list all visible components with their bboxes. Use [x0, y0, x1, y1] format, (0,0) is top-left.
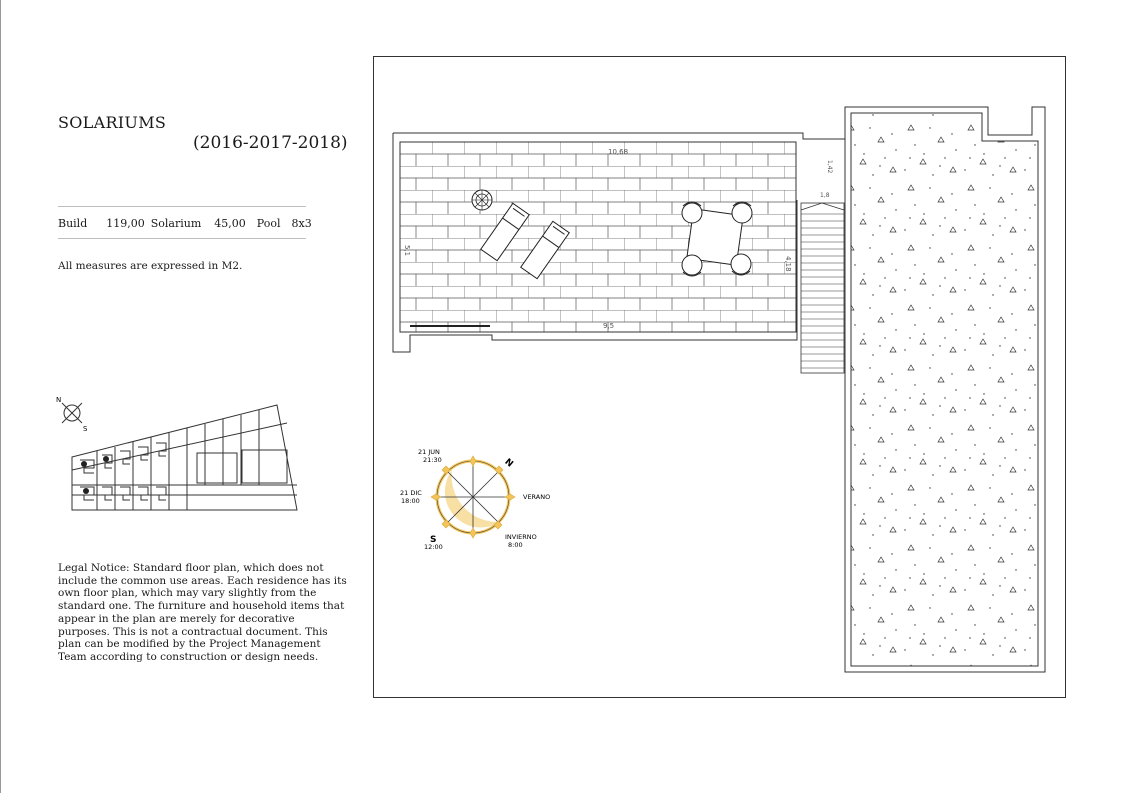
staircase — [801, 203, 844, 373]
divider-top — [58, 206, 306, 207]
dimension-top: 10,68 — [608, 148, 629, 156]
sun-winter-hour: 8:00 — [508, 541, 523, 549]
build-value: 119,00 — [106, 217, 145, 230]
dimension-bottom: 9,5 — [603, 322, 615, 330]
location-marker — [103, 456, 109, 462]
site-compass-icon — [56, 396, 88, 433]
sun-december-date: 21 DIC — [400, 489, 422, 497]
sun-summer-hour: 21:30 — [423, 456, 442, 464]
divider-bottom — [58, 238, 306, 239]
parasol-icon — [472, 190, 492, 210]
build-label: Build — [58, 217, 88, 230]
dimension-small-a: 1,42 — [826, 160, 833, 174]
sun-summer-date: 21 JUN — [418, 448, 440, 456]
solarium-label: Solarium — [150, 217, 202, 230]
legal-notice: Legal Notice: Standard floor plan, which does not include the common use areas. Each residence has its own floor plan, which may vary slightly from the standard one. The furniture and household items that appear in the plan are merely for decorative purposes. This is not a contractual document. This plan can be modified by the Project Management Team according to construction or design needs. — [58, 562, 347, 663]
sun-december-hour: 18:00 — [401, 497, 420, 505]
site-compass-s: S — [83, 425, 88, 433]
area-stats — [58, 217, 312, 230]
sun-north: N — [502, 457, 515, 470]
years-subtitle: (2016-2017-2018) — [193, 133, 348, 153]
solarium-floor-plan — [374, 57, 1065, 697]
sun-south: S — [430, 535, 437, 545]
dimension-left: 5,1 — [403, 245, 411, 257]
sun-summer-label: VERANO — [523, 493, 551, 501]
sun-winter-label: INVIERNO — [505, 533, 537, 541]
site-key-plan — [52, 395, 307, 520]
dimension-small-b: 1,8 — [820, 192, 830, 199]
pool-label: Pool — [256, 217, 281, 230]
page-title: SOLARIUMS — [58, 113, 167, 132]
pool-value: 8x3 — [291, 217, 312, 230]
location-marker — [83, 488, 89, 494]
site-compass-n: N — [56, 396, 62, 404]
sun-path-diagram — [400, 448, 550, 551]
solarium-value: 45,00 — [214, 217, 246, 230]
gravel-area — [851, 113, 1038, 666]
measures-note: All measures are expressed in M2. — [58, 260, 243, 272]
page-edge — [0, 0, 1, 793]
sun-south-hour: 12:00 — [424, 543, 443, 551]
location-marker — [81, 461, 87, 467]
dimension-right: 4,18 — [784, 256, 792, 272]
